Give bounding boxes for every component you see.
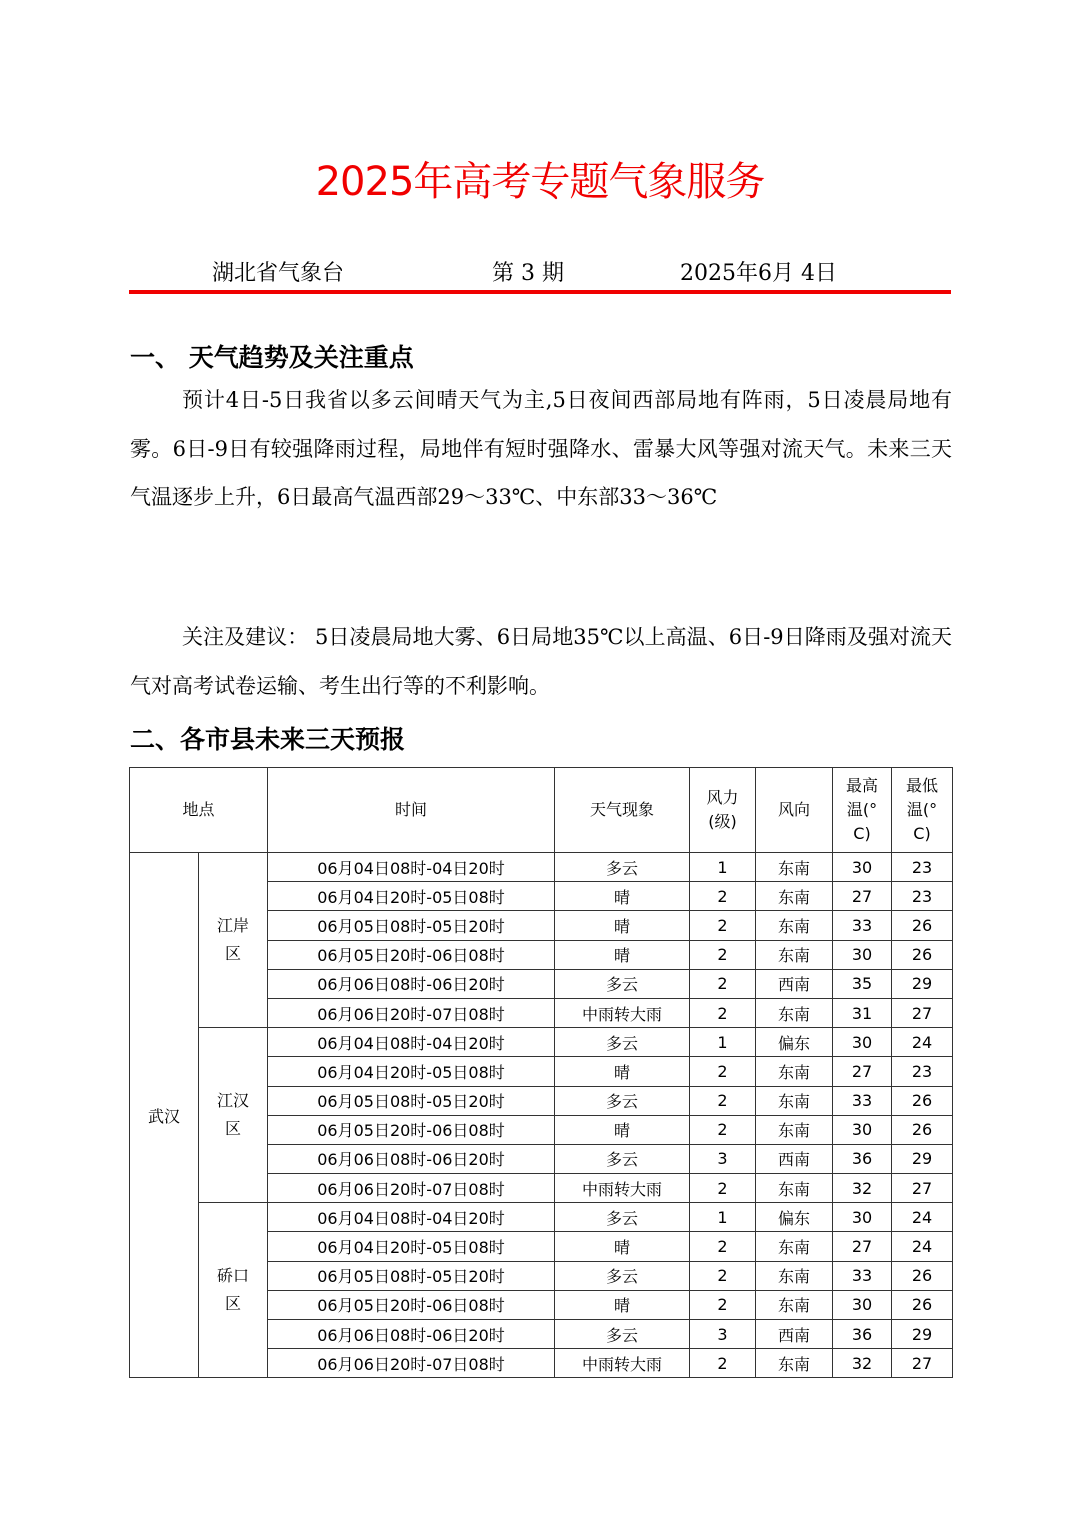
forecast-table: [129, 767, 953, 1378]
cell-weather: 晴: [555, 1290, 690, 1319]
cell-time: 06月04日08时-04日20时: [268, 1203, 555, 1232]
cell-force: 1: [690, 1028, 756, 1057]
cell-dir: 西南: [756, 1320, 833, 1349]
advice-block: [130, 613, 952, 710]
header-weather: 天气现象: [555, 768, 690, 853]
issue-date: 2025年6月 4日: [680, 261, 837, 286]
cell-min: 26: [892, 911, 953, 940]
cell-dir: 西南: [756, 1144, 833, 1173]
cell-dir: 偏东: [756, 1203, 833, 1232]
table-row: [130, 853, 953, 882]
cell-time: 06月05日08时-05日20时: [268, 911, 555, 940]
cell-max: 36: [833, 1320, 892, 1349]
cell-min: 29: [892, 1144, 953, 1173]
cell-max: 27: [833, 1057, 892, 1086]
section1-heading: 一、 天气趋势及关注重点: [130, 343, 414, 372]
section1-body: [130, 376, 952, 522]
cell-time: 06月04日08时-04日20时: [268, 853, 555, 882]
district-cell: 江岸 区: [199, 853, 268, 1028]
cell-dir: 东南: [756, 1232, 833, 1261]
cell-force: 2: [690, 1290, 756, 1319]
cell-force: 2: [690, 969, 756, 998]
cell-dir: 东南: [756, 1174, 833, 1203]
issue-number: 第 3 期: [492, 261, 564, 286]
issuer: 湖北省气象台: [212, 261, 345, 286]
cell-force: 2: [690, 911, 756, 940]
cell-weather: 晴: [555, 1057, 690, 1086]
cell-weather: 晴: [555, 882, 690, 911]
cell-min: 26: [892, 940, 953, 969]
cell-weather: 多云: [555, 1320, 690, 1349]
advice-paragraph: 关注及建议： 5日凌晨局地大雾、6日局地35℃以上高温、6日-9日降雨及强对流天气对高考试卷运输、考生出行等的不利影响。: [130, 625, 952, 698]
cell-force: 3: [690, 1320, 756, 1349]
table-row: [130, 1028, 953, 1057]
header-time: 时间: [268, 768, 555, 853]
cell-min: 24: [892, 1232, 953, 1261]
cell-dir: 东南: [756, 1261, 833, 1290]
cell-time: 06月05日20时-06日08时: [268, 1290, 555, 1319]
cell-dir: 东南: [756, 1290, 833, 1319]
cell-time: 06月04日08时-04日20时: [268, 1028, 555, 1057]
header-min-temp: 最低 温(° C): [892, 768, 953, 853]
cell-time: 06月06日08时-06日20时: [268, 1320, 555, 1349]
header-location: 地点: [130, 768, 268, 853]
cell-min: 23: [892, 1057, 953, 1086]
document-meta: [130, 256, 950, 290]
district-cell: 硚口 区: [199, 1203, 268, 1378]
cell-min: 29: [892, 969, 953, 998]
cell-force: 2: [690, 1174, 756, 1203]
cell-max: 31: [833, 998, 892, 1027]
cell-max: 33: [833, 911, 892, 940]
cell-force: 2: [690, 1057, 756, 1086]
cell-time: 06月04日20时-05日08时: [268, 882, 555, 911]
cell-dir: 偏东: [756, 1028, 833, 1057]
cell-max: 30: [833, 1290, 892, 1319]
cell-min: 27: [892, 1349, 953, 1378]
cell-min: 24: [892, 1203, 953, 1232]
cell-force: 2: [690, 1349, 756, 1378]
cell-weather: 多云: [555, 1203, 690, 1232]
cell-time: 06月04日20时-05日08时: [268, 1232, 555, 1261]
cell-force: 2: [690, 1232, 756, 1261]
cell-max: 27: [833, 882, 892, 911]
cell-time: 06月05日08时-05日20时: [268, 1261, 555, 1290]
cell-time: 06月06日20时-07日08时: [268, 998, 555, 1027]
cell-time: 06月04日20时-05日08时: [268, 1057, 555, 1086]
cell-force: 2: [690, 940, 756, 969]
cell-dir: 东南: [756, 998, 833, 1027]
cell-weather: 晴: [555, 1232, 690, 1261]
cell-max: 36: [833, 1144, 892, 1173]
cell-min: 26: [892, 1290, 953, 1319]
cell-time: 06月06日08时-06日20时: [268, 1144, 555, 1173]
cell-time: 06月06日20时-07日08时: [268, 1349, 555, 1378]
cell-min: 23: [892, 853, 953, 882]
cell-min: 27: [892, 1174, 953, 1203]
district-cell: 江汉 区: [199, 1028, 268, 1203]
cell-weather: 晴: [555, 911, 690, 940]
cell-force: 2: [690, 998, 756, 1027]
cell-min: 24: [892, 1028, 953, 1057]
cell-weather: 多云: [555, 853, 690, 882]
cell-weather: 中雨转大雨: [555, 1174, 690, 1203]
cell-weather: 多云: [555, 1086, 690, 1115]
cell-time: 06月06日20时-07日08时: [268, 1174, 555, 1203]
cell-max: 33: [833, 1086, 892, 1115]
cell-min: 26: [892, 1086, 953, 1115]
cell-dir: 东南: [756, 1349, 833, 1378]
cell-weather: 晴: [555, 940, 690, 969]
forecast-paragraph: 预计4日-5日我省以多云间晴天气为主,5日夜间西部局地有阵雨，5日凌晨局地有雾。6日-9日有较强降雨过程，局地伴有短时强降水、雷暴大风等强对流天气。未来三天气温逐步上升，6日最高气温西部29～33℃、中东部33～36℃: [130, 388, 952, 509]
cell-dir: 西南: [756, 969, 833, 998]
cell-weather: 多云: [555, 969, 690, 998]
cell-dir: 东南: [756, 853, 833, 882]
document-title: 2025年高考专题气象服务: [315, 159, 765, 205]
header-max-temp: 最高 温(° C): [833, 768, 892, 853]
cell-force: 1: [690, 853, 756, 882]
cell-max: 32: [833, 1174, 892, 1203]
cell-force: 2: [690, 882, 756, 911]
cell-min: 26: [892, 1261, 953, 1290]
cell-time: 06月05日20时-06日08时: [268, 1115, 555, 1144]
header-wind-force: 风力 (级): [690, 768, 756, 853]
cell-min: 23: [892, 882, 953, 911]
cell-min: 29: [892, 1320, 953, 1349]
header-wind-dir: 风向: [756, 768, 833, 853]
table-header-row: [130, 768, 953, 853]
cell-force: 1: [690, 1203, 756, 1232]
cell-max: 30: [833, 1115, 892, 1144]
cell-weather: 多云: [555, 1261, 690, 1290]
cell-dir: 东南: [756, 1086, 833, 1115]
cell-max: 30: [833, 940, 892, 969]
cell-max: 33: [833, 1261, 892, 1290]
cell-dir: 东南: [756, 911, 833, 940]
cell-max: 30: [833, 853, 892, 882]
cell-force: 2: [690, 1261, 756, 1290]
cell-force: 2: [690, 1086, 756, 1115]
cell-weather: 晴: [555, 1115, 690, 1144]
cell-time: 06月05日08时-05日20时: [268, 1086, 555, 1115]
cell-max: 27: [833, 1232, 892, 1261]
city-cell: 武汉: [130, 853, 199, 1378]
cell-dir: 东南: [756, 940, 833, 969]
cell-max: 35: [833, 969, 892, 998]
cell-max: 30: [833, 1028, 892, 1057]
header-divider: [129, 290, 951, 294]
cell-dir: 东南: [756, 1057, 833, 1086]
cell-min: 26: [892, 1115, 953, 1144]
cell-dir: 东南: [756, 882, 833, 911]
cell-weather: 中雨转大雨: [555, 998, 690, 1027]
cell-time: 06月06日08时-06日20时: [268, 969, 555, 998]
table-row: [130, 1203, 953, 1232]
cell-weather: 中雨转大雨: [555, 1349, 690, 1378]
cell-force: 2: [690, 1115, 756, 1144]
cell-weather: 多云: [555, 1028, 690, 1057]
cell-time: 06月05日20时-06日08时: [268, 940, 555, 969]
cell-min: 27: [892, 998, 953, 1027]
cell-max: 30: [833, 1203, 892, 1232]
cell-max: 32: [833, 1349, 892, 1378]
cell-weather: 多云: [555, 1144, 690, 1173]
cell-force: 3: [690, 1144, 756, 1173]
section2-heading: 二、各市县未来三天预报: [130, 725, 406, 754]
cell-dir: 东南: [756, 1115, 833, 1144]
